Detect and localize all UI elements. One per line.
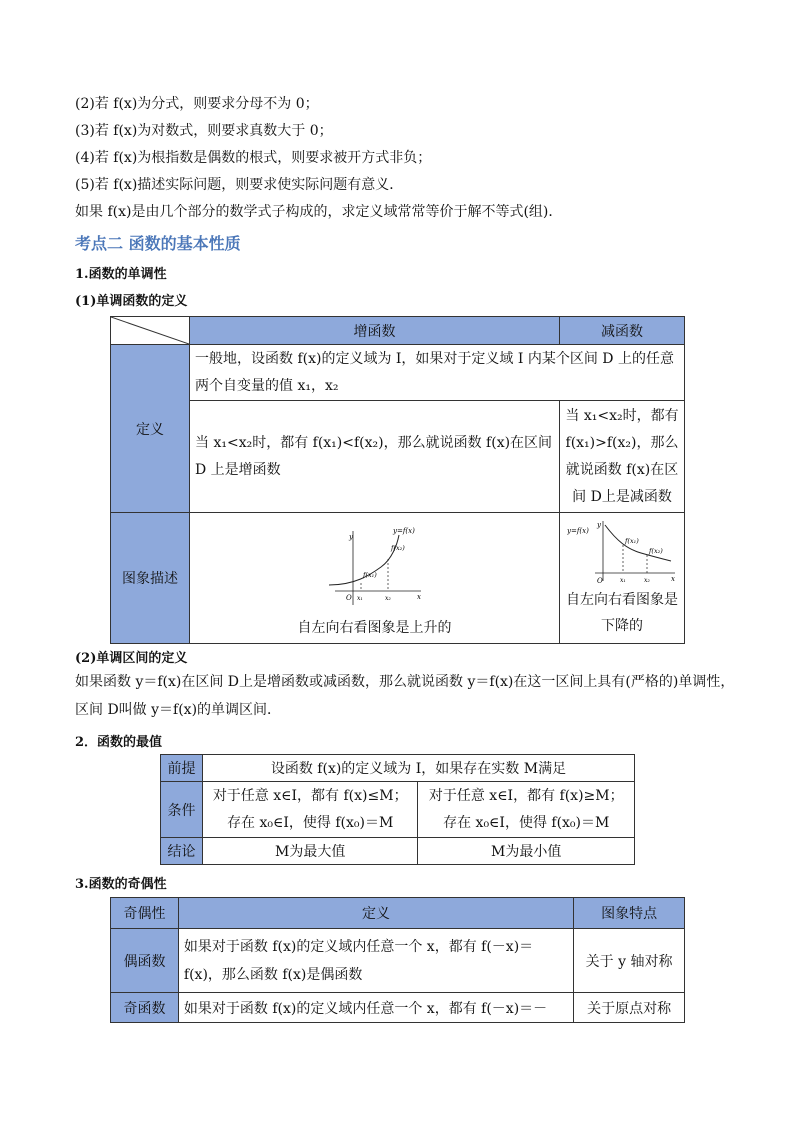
- even-graph: 关于 y 轴对称: [574, 929, 685, 993]
- def-common: 一般地，设函数 f(x)的定义域为 I，如果对于定义域 I 内某个区间 D 上的任意两个自变量的值 x₁，x₂: [190, 345, 685, 401]
- conclusion-label: 结论: [161, 838, 203, 865]
- svg-text:x₂: x₂: [644, 577, 650, 584]
- svg-text:y=f(x): y=f(x): [567, 527, 589, 535]
- svg-text:x₂: x₂: [384, 595, 391, 602]
- extreme-table: [160, 754, 635, 865]
- section-title: 考点二 函数的基本性质: [75, 234, 241, 253]
- graph-decreasing-caption: 自左向右看图象是下降的: [566, 592, 678, 634]
- increasing-function-graph: [325, 523, 425, 611]
- parity-heading: 3.函数的奇偶性: [75, 877, 167, 892]
- def-decreasing: 当 x₁<x₂时，都有 f(x₁)>f(x₂)，那么就说函数 f(x)在区间 D上是减函数: [560, 401, 685, 513]
- interval-heading: (2)单调区间的定义: [75, 651, 188, 666]
- parity-table: [110, 897, 685, 1023]
- col-increasing: 增函数: [190, 317, 560, 345]
- even-definition: 如果对于函数 f(x)的定义域内任意一个 x，都有 f(－x)＝f(x)，那么函数 f(x)是偶函数: [178, 929, 573, 993]
- extreme-heading: 2．函数的最值: [75, 735, 163, 750]
- svg-text:x: x: [671, 575, 675, 583]
- svg-text:O: O: [345, 594, 352, 602]
- svg-text:x: x: [416, 593, 421, 601]
- svg-text:f(x₂): f(x₂): [649, 547, 663, 555]
- rule-fraction: (2)若 f(x)为分式，则要求分母不为 0；: [75, 96, 319, 112]
- svg-text:y: y: [348, 533, 353, 541]
- interval-text-1: 如果函数 y＝f(x)在区间 D上是增函数或减函数，那么就说函数 y＝f(x)在这一区间上具有(严格的)单调性，: [75, 674, 735, 690]
- premise-label: 前提: [161, 755, 203, 782]
- def-increasing: 当 x₁<x₂时，都有 f(x₁)<f(x₂)，那么就说函数 f(x)在区间 D 上是增函数: [190, 401, 560, 513]
- interval-text-2: 区间 D叫做 y＝f(x)的单调区间．: [75, 702, 282, 718]
- graph-increasing-caption: 自左向右看图象是上升的: [297, 620, 452, 636]
- condition-min: 对于任意 x∈I，都有 f(x)≥M； 存在 x₀∈I，使得 f(x₀)＝M: [418, 782, 635, 838]
- svg-text:f(x₁): f(x₁): [625, 537, 639, 545]
- premise-text: 设函数 f(x)的定义域为 I，如果存在实数 M满足: [202, 755, 634, 782]
- svg-text:f(x₂): f(x₂): [390, 544, 405, 552]
- svg-text:f(x₁): f(x₁): [362, 571, 377, 579]
- odd-label: 奇函数: [111, 993, 179, 1023]
- decreasing-function-graph: [567, 517, 677, 587]
- conclusion-max: M为最大值: [202, 838, 418, 865]
- diagonal-corner: [111, 317, 190, 345]
- svg-text:y: y: [597, 521, 601, 529]
- col-graph-feature: 图象特点: [574, 898, 685, 929]
- monotonic-def-heading: (1)单调函数的定义: [75, 294, 188, 309]
- conclusion-min: M为最小值: [418, 838, 635, 865]
- monotonic-heading: 1.函数的单调性: [75, 267, 167, 282]
- row-definition: 定义: [111, 345, 190, 513]
- svg-text:y=f(x): y=f(x): [392, 527, 415, 535]
- graph-decreasing-cell: [560, 513, 685, 644]
- rule-root: (4)若 f(x)为根指数是偶数的根式，则要求被开方式非负；: [75, 150, 432, 166]
- svg-text:x₁: x₁: [356, 595, 363, 602]
- condition-max: 对于任意 x∈I，都有 f(x)≤M； 存在 x₀∈I，使得 f(x₀)＝M: [202, 782, 418, 838]
- rule-practical: (5)若 f(x)描述实际问题，则要求使实际问题有意义．: [75, 177, 404, 193]
- col-parity: 奇偶性: [111, 898, 179, 929]
- col-decreasing: 减函数: [560, 317, 685, 345]
- even-label: 偶函数: [111, 929, 179, 993]
- odd-graph: 关于原点对称: [574, 993, 685, 1023]
- row-graph: 图象描述: [111, 513, 190, 644]
- svg-text:x₁: x₁: [620, 577, 626, 584]
- rule-log: (3)若 f(x)为对数式，则要求真数大于 0；: [75, 123, 333, 139]
- rule-composite: 如果 f(x)是由几个部分的数学式子构成的，求定义域常常等价于解不等式(组)．: [75, 204, 563, 220]
- svg-text:O: O: [597, 577, 603, 585]
- odd-definition: 如果对于函数 f(x)的定义域内任意一个 x，都有 f(－x)＝－: [178, 993, 573, 1023]
- col-definition: 定义: [178, 898, 573, 929]
- condition-label: 条件: [161, 782, 203, 838]
- monotonic-table: [110, 316, 685, 644]
- graph-increasing-cell: [190, 513, 560, 644]
